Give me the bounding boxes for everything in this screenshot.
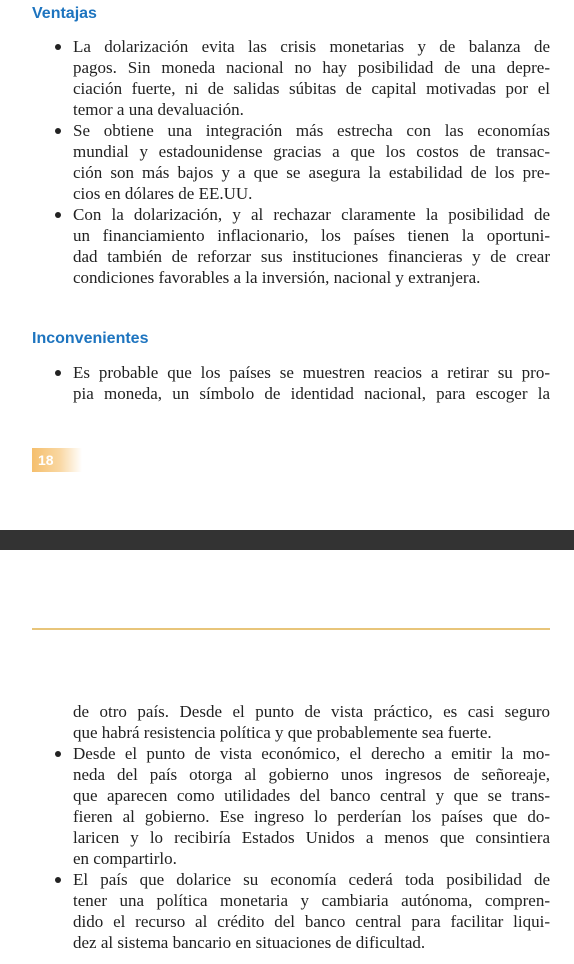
- list-item: [0, 362, 574, 404]
- text-line: tener una política monetaria y cambiaria autónoma, compren-: [73, 891, 550, 910]
- text-line: laricen y lo recibiría Estados Unidos a menos que consintiera: [73, 828, 550, 847]
- list-item: [0, 869, 574, 953]
- text-line: pia moneda, un símbolo de identidad nacional, para escoger la: [73, 384, 550, 403]
- bullet: [55, 128, 61, 134]
- text-line: que habrá resistencia política y que probablemente sea fuerte.: [73, 723, 492, 742]
- list-item: [0, 36, 574, 120]
- text-line: La dolarización evita las crisis monetarias y de balanza de: [73, 37, 550, 56]
- list-item: [0, 120, 574, 204]
- text-line: mundial y estadounidense gracias a que los costos de transac-: [73, 142, 550, 161]
- text-line: que aparecen como utilidades del banco central y que se trans-: [73, 786, 550, 805]
- text-line: en compartirlo.: [73, 849, 177, 868]
- page-number: 18: [32, 448, 82, 472]
- page-divider: [0, 530, 574, 550]
- text-line: Con la dolarización, y al rechazar claramente la posibilidad de: [73, 205, 550, 224]
- list-item: [0, 743, 574, 869]
- text-line: de otro país. Desde el punto de vista práctico, es casi seguro: [73, 702, 550, 721]
- header-rule: [32, 628, 550, 630]
- bullet: [55, 877, 61, 883]
- bullet: [55, 370, 61, 376]
- list-item: [0, 204, 574, 288]
- text-line: temor a una devaluación.: [73, 100, 244, 119]
- text-line: neda del país otorga al gobierno unos ingresos de señoreaje,: [73, 765, 550, 784]
- page-bottom-list: [0, 701, 574, 953]
- bullet: [55, 751, 61, 757]
- text-line: dido el recurso al crédito del banco central para facilitar liqui-: [73, 912, 550, 931]
- disadvantages-list: [0, 362, 574, 404]
- text-line: dez al sistema bancario en situaciones de dificultad.: [73, 933, 426, 952]
- text-line: pagos. Sin moneda nacional no hay posibilidad de una depre-: [73, 58, 550, 77]
- text-line: ción son más bajos y a que se asegura la estabilidad de los pre-: [73, 163, 550, 182]
- text-line: cios en dólares de EE.UU.: [73, 184, 253, 203]
- text-line: Desde el punto de vista económico, el derecho a emitir la mo-: [73, 744, 550, 763]
- text-line: dad también de reforzar sus instituciones financieras y de crear: [73, 247, 550, 266]
- text-line: fieren al gobierno. Ese ingreso lo perderían los países que do-: [73, 807, 550, 826]
- text-line: un financiamiento inflacionario, los países tienen la oportuni-: [73, 226, 550, 245]
- text-line: ciación fuerte, ni de salidas súbitas de capital motivadas por el: [73, 79, 550, 98]
- text-line: Se obtiene una integración más estrecha con las economías: [73, 121, 550, 140]
- continuation-item: [0, 701, 574, 743]
- text-line: El país que dolarice su economía cederá toda posibilidad de: [73, 870, 550, 889]
- text-line: condiciones favorables a la inversión, nacional y extranjera.: [73, 268, 481, 287]
- advantages-list: [0, 36, 574, 288]
- section-heading-advantages: Ventajas: [32, 5, 97, 22]
- bullet: [55, 44, 61, 50]
- bullet: [55, 212, 61, 218]
- section-heading-disadvantages: Inconvenientes: [32, 330, 149, 347]
- text-line: Es probable que los países se muestren reacios a retirar su pro-: [73, 363, 550, 382]
